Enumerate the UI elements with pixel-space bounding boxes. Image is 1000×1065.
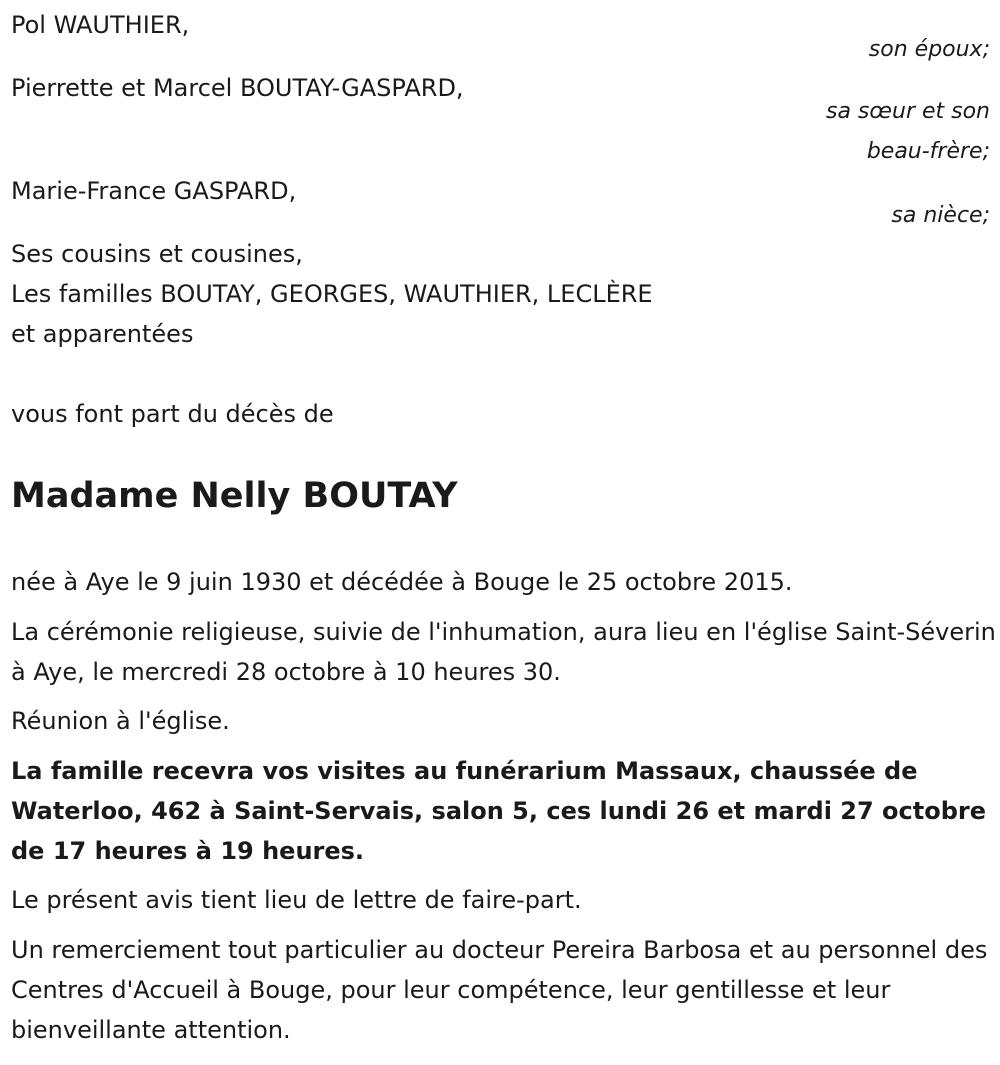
notice-paragraph: Le présent avis tient lieu de lettre de faire-part. (11, 886, 582, 914)
announcement-text: vous font part du décès de (11, 400, 334, 428)
thanks-paragraph: Un remerciement tout particulier au docteur Pereira Barbosa et au personnel des Centres d'Accueil à Bouge, pour leur compétence, leur gentillesse et leur bienveillante attention. (11, 936, 988, 1044)
birth-death-paragraph: née à Aye le 9 juin 1930 et décédée à Bouge le 25 octobre 2015. (11, 568, 793, 596)
others-families: Les familles BOUTAY, GEORGES, WAUTHIER, LECLÈRE (11, 280, 653, 308)
deceased-name: Madame Nelly BOUTAY (11, 476, 458, 516)
relation-niece: sa nièce; (891, 203, 990, 228)
others-relatives: et apparentées (11, 320, 194, 348)
ceremony-paragraph: La cérémonie religieuse, suivie de l'inhumation, aura lieu en l'église Saint-Séverin à Aye, le mercredi 28 octobre à 10 heures 30. (11, 618, 996, 686)
relation-sister-line1: sa sœur et son (825, 99, 990, 124)
family-name-niece: Marie-France GASPARD, (11, 177, 297, 205)
family-name-sister: Pierrette et Marcel BOUTAY-GASPARD, (11, 74, 464, 102)
relation-sister-line2: beau-frère; (866, 139, 990, 164)
others-cousins: Ses cousins et cousines, (11, 240, 303, 268)
meeting-paragraph: Réunion à l'église. (11, 707, 230, 735)
visits-paragraph: La famille recevra vos visites au funérarium Massaux, chaussée de Waterloo, 462 à Saint-Servais, salon 5, ces lundi 26 et mardi 27 octobre de 17 heures à 19 heures. (11, 757, 987, 865)
relation-spouse: son époux; (868, 37, 990, 62)
family-name-spouse: Pol WAUTHIER, (11, 11, 190, 39)
